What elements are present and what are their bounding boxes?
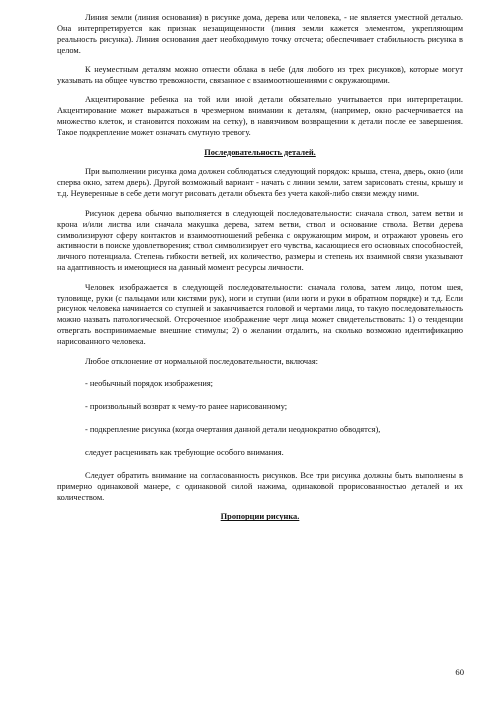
section-heading-proportions: Пропорции рисунка. bbox=[220, 512, 300, 522]
paragraph-deviation-conclusion: следует расценивать как требующие особого внимания. bbox=[85, 448, 284, 458]
paragraph-consistency: Следует обратить внимание на согласованность рисунков. Все три рисунка должны быть выполнены в примерно одинаковой манере, с одинаковой силой нажима, одинаковой прорисованностью деталей и их количеством. bbox=[57, 471, 463, 502]
section-heading-detail-sequence: Последовательность деталей. bbox=[204, 147, 316, 157]
list-item-unusual-order: - необычный порядок изображения; bbox=[85, 379, 214, 389]
paragraph-ground-line: Линия земли (линия основания) в рисунке дома, дерева или человека, - не является уместной деталью. Она интерпретируется как признак незащищенности (линия земли кажется элементом, укрепляющим реальность рисунка). Линия основания дает необходимую точку отсчета; обеспечивает стабильность рисунка в целом. bbox=[57, 13, 463, 55]
paragraph-tree-order: Рисунок дерева обычно выполняется в следующей последовательности: сначала ствол, затем ветви и крона и/или листва или сначала макушка дерева, затем ветви, ствол и основание ствола. Ветви дерева символизируют сферу контактов и взаимоотношений ребенка с окружающим миром, и отражают уровень его активности в поиске удовлетворения; ствол символизирует его чувства, касающиеся его основных способностей, личного потенциала. Степень гибкости ветвей, их количество, размеры и степень их взаимной связи указывают на адаптивность и имеющиеся на данный момент ресурсы личности. bbox=[57, 208, 463, 273]
paragraph-deviation-intro: Любое отклонение от нормальной последовательности, включая: bbox=[85, 356, 319, 366]
paragraph-accent-detail: Акцентирование ребенка на той или иной детали обязательно учитывается при интерпретации. Акцентирование может выражаться в чрезмерном внимании к деталям, (например, окно расчерчивается на множество клеток, и становится похожим на сетку), в навязчивом возвращении к детали после ее завершения. Такое подкрепление может означать смутную тревогу. bbox=[57, 95, 463, 138]
paragraph-person-order: Человек изображается в следующей последовательности: сначала голова, затем лицо, потом шея, туловище, руки (с пальцами или кистями рук), ноги и ступни (или ноги и руки в обратном порядке) и т.д. Если рисунок человека начинается со ступней и заканчивается головой и чертами лица, то такую последовательность можно назвать патологической. Отсроченное изображение черт лица может свидетельствовать: 1) о тенденции отвергать воспринимаемые внешние стимулы; 2) о желании отдалить, на сколько возможно идентификацию нарисованного человека. bbox=[57, 282, 463, 347]
paragraph-clouds: К неуместным деталям можно отнести облака в небе (для любого из трех рисунков), которые могут указывать на общее чувство тревожности, связанное с взаимоотношениями с окружающими. bbox=[57, 65, 463, 86]
page-body bbox=[57, 13, 463, 532]
page-number: 60 bbox=[455, 667, 464, 677]
list-item-return: - произвольный возврат к чему-то ранее нарисованному; bbox=[85, 402, 288, 412]
paragraph-house-order: При выполнении рисунка дома должен соблюдаться следующий порядок: крыша, стена, дверь, окно (или сперва окно, затем дверь). Другой возможный вариант - начать с линии земли, затем зарисовать стены, крышу и т.д. Неуверенные в себе дети могут рисовать детали объекта без учета какой-либо связи между ними. bbox=[57, 167, 463, 199]
list-item-reinforcement: - подкрепление рисунка (когда очертания данной детали неоднократно обводятся), bbox=[85, 425, 381, 435]
